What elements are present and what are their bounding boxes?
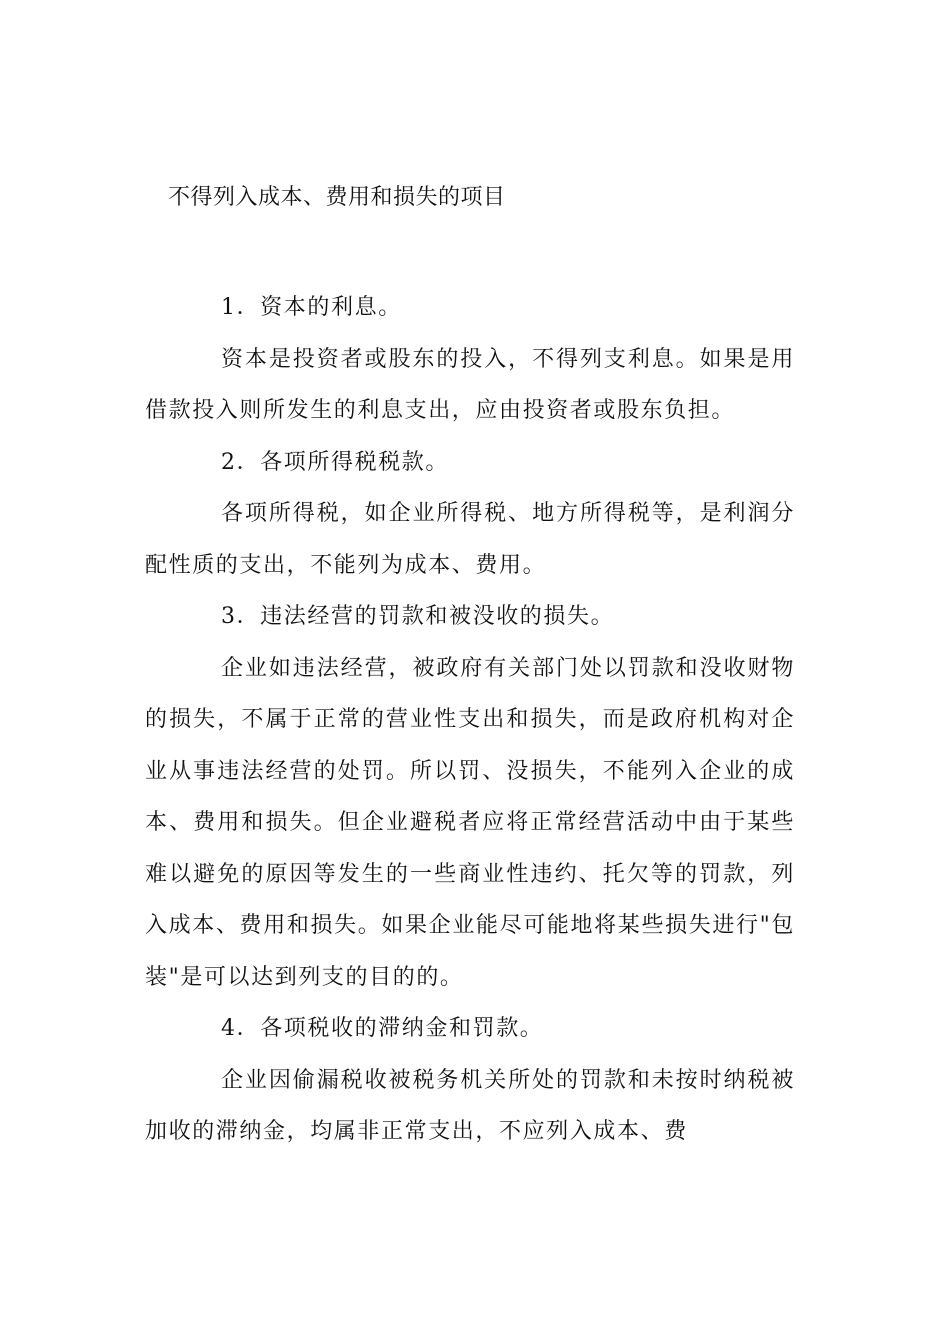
paragraph: 企业因偷漏税收被税务机关所处的罚款和未按时纳税被加收的滞纳金，均属非正常支出，不应列入成本、费 <box>145 1067 795 1144</box>
heading-item-1: 1．资本的利息。 <box>221 295 402 320</box>
document-body <box>145 282 795 1158</box>
paragraph: 资本是投资者或股东的投入，不得列支利息。如果是用借款投入则所发生的利息支出，应由投资者或股东负担。 <box>145 346 795 423</box>
heading-item-2: 2．各项所得税税款。 <box>221 449 449 475</box>
heading-item-3: 3．违法经营的罚款和被没收的损失。 <box>221 604 615 629</box>
heading-item-4: 4．各项税收的滞纳金和罚款。 <box>221 1016 544 1041</box>
document-title: 不得列入成本、费用和损失的项目 <box>168 185 506 210</box>
paragraph: 企业如违法经营，被政府有关部门处以罚款和没收财物的损失，不属于正常的营业性支出和损失，而是政府机构对企业从事违法经营的处罚。所以罚、没损失，不能列入企业的成本、费用和损失。但企业避税者应将正常经营活动中由于某些难以避免的原因等发生的一些商业性违约、托欠等的罚款，列入成本、费用和损失。如果企业能尽可能地将某些损失进行"包装"是可以达到列支的目的的。 <box>145 655 795 990</box>
paragraph: 各项所得税，如企业所得税、地方所得税等，是利润分配性质的支出，不能列为成本、费用。 <box>145 501 795 578</box>
